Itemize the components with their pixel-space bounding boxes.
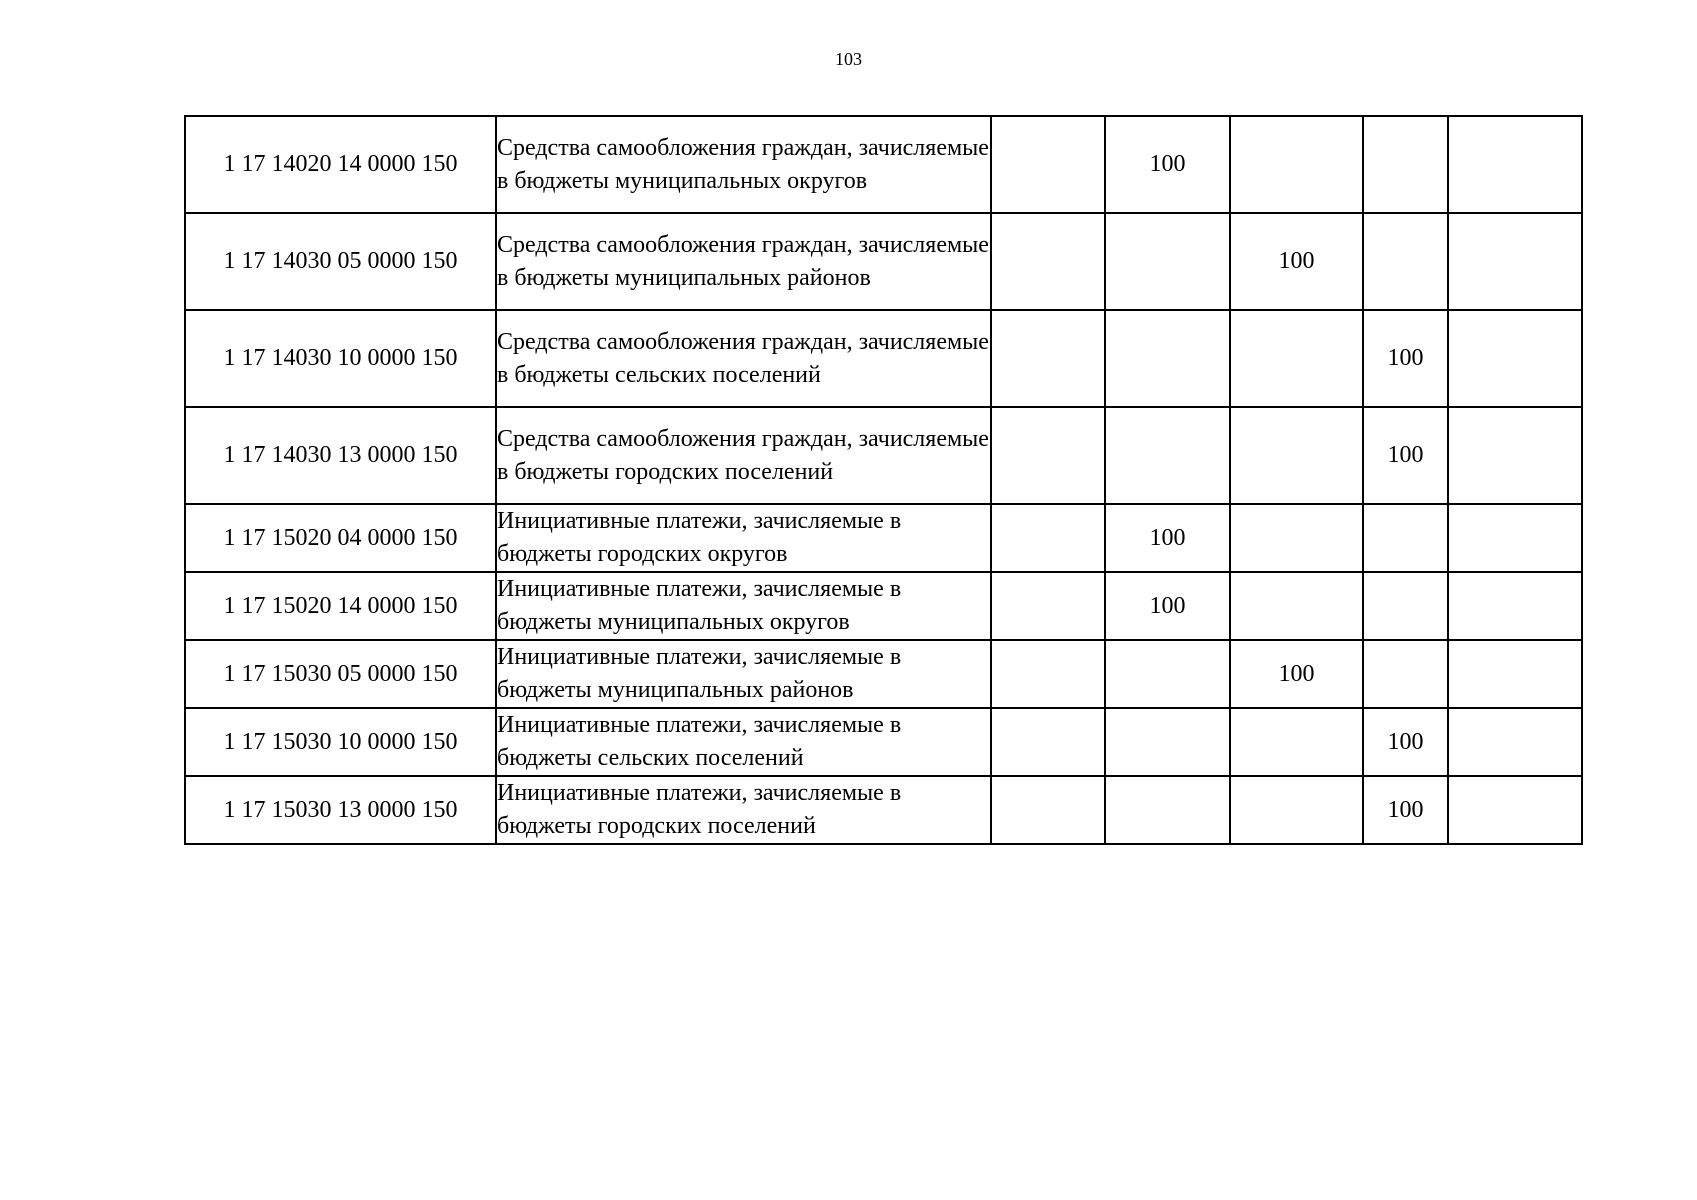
- revenue-description-cell: Средства самообложения граждан, зачисляемые в бюджеты сельских поселений: [496, 310, 991, 407]
- revenue-code-cell: 1 17 14030 10 0000 150: [185, 310, 496, 407]
- value-cell: 100: [1105, 504, 1230, 572]
- value-cell: [1448, 504, 1582, 572]
- value-cell: [991, 310, 1105, 407]
- table-row: [185, 708, 1582, 776]
- value-cell: 100: [1363, 310, 1448, 407]
- value-cell: [1230, 708, 1363, 776]
- value-cell: [991, 504, 1105, 572]
- revenue-code-cell: 1 17 15030 13 0000 150: [185, 776, 496, 844]
- value-cell: [1363, 572, 1448, 640]
- table-row: [185, 213, 1582, 310]
- value-cell: 100: [1105, 116, 1230, 213]
- value-cell: [1448, 407, 1582, 504]
- revenue-description-cell: Инициативные платежи, зачисляемые в бюджеты городских поселений: [496, 776, 991, 844]
- table-row: [185, 640, 1582, 708]
- value-cell: 100: [1105, 572, 1230, 640]
- value-cell: [1105, 640, 1230, 708]
- value-cell: [1363, 504, 1448, 572]
- value-cell: [1105, 776, 1230, 844]
- table-row: [185, 310, 1582, 407]
- value-cell: [1448, 776, 1582, 844]
- value-cell: [1230, 504, 1363, 572]
- budget-revenue-table: [184, 115, 1583, 845]
- value-cell: [991, 776, 1105, 844]
- revenue-code-cell: 1 17 14020 14 0000 150: [185, 116, 496, 213]
- table-row: [185, 776, 1582, 844]
- revenue-description-cell: Средства самообложения граждан, зачисляемые в бюджеты муниципальных районов: [496, 213, 991, 310]
- revenue-description-cell: Инициативные платежи, зачисляемые в бюджеты городских округов: [496, 504, 991, 572]
- value-cell: [1230, 116, 1363, 213]
- value-cell: 100: [1363, 407, 1448, 504]
- table-row: [185, 116, 1582, 213]
- value-cell: [1448, 213, 1582, 310]
- value-cell: [1448, 116, 1582, 213]
- value-cell: 100: [1363, 776, 1448, 844]
- value-cell: [1363, 213, 1448, 310]
- value-cell: 100: [1230, 213, 1363, 310]
- value-cell: [1448, 310, 1582, 407]
- value-cell: [991, 407, 1105, 504]
- page-number: 103: [835, 49, 862, 69]
- value-cell: [1105, 407, 1230, 504]
- value-cell: [1105, 708, 1230, 776]
- revenue-description-cell: Инициативные платежи, зачисляемые в бюджеты сельских поселений: [496, 708, 991, 776]
- value-cell: [991, 213, 1105, 310]
- value-cell: 100: [1230, 640, 1363, 708]
- value-cell: [1230, 776, 1363, 844]
- table-row: [185, 504, 1582, 572]
- revenue-code-cell: 1 17 15030 10 0000 150: [185, 708, 496, 776]
- revenue-description-cell: Средства самообложения граждан, зачисляемые в бюджеты муниципальных округов: [496, 116, 991, 213]
- value-cell: [991, 640, 1105, 708]
- value-cell: [991, 572, 1105, 640]
- value-cell: [1363, 640, 1448, 708]
- value-cell: [1363, 116, 1448, 213]
- value-cell: [1448, 640, 1582, 708]
- revenue-description-cell: Инициативные платежи, зачисляемые в бюджеты муниципальных районов: [496, 640, 991, 708]
- value-cell: [1230, 407, 1363, 504]
- revenue-code-cell: 1 17 15030 05 0000 150: [185, 640, 496, 708]
- revenue-code-cell: 1 17 15020 04 0000 150: [185, 504, 496, 572]
- value-cell: [991, 708, 1105, 776]
- value-cell: [1230, 310, 1363, 407]
- value-cell: [1105, 213, 1230, 310]
- revenue-code-cell: 1 17 15020 14 0000 150: [185, 572, 496, 640]
- value-cell: [1105, 310, 1230, 407]
- revenue-description-cell: Средства самообложения граждан, зачисляемые в бюджеты городских поселений: [496, 407, 991, 504]
- value-cell: [991, 116, 1105, 213]
- table-row: [185, 572, 1582, 640]
- value-cell: [1448, 572, 1582, 640]
- revenue-code-cell: 1 17 14030 13 0000 150: [185, 407, 496, 504]
- value-cell: [1230, 572, 1363, 640]
- table-row: [185, 407, 1582, 504]
- revenue-description-cell: Инициативные платежи, зачисляемые в бюджеты муниципальных округов: [496, 572, 991, 640]
- value-cell: 100: [1363, 708, 1448, 776]
- revenue-code-cell: 1 17 14030 05 0000 150: [185, 213, 496, 310]
- value-cell: [1448, 708, 1582, 776]
